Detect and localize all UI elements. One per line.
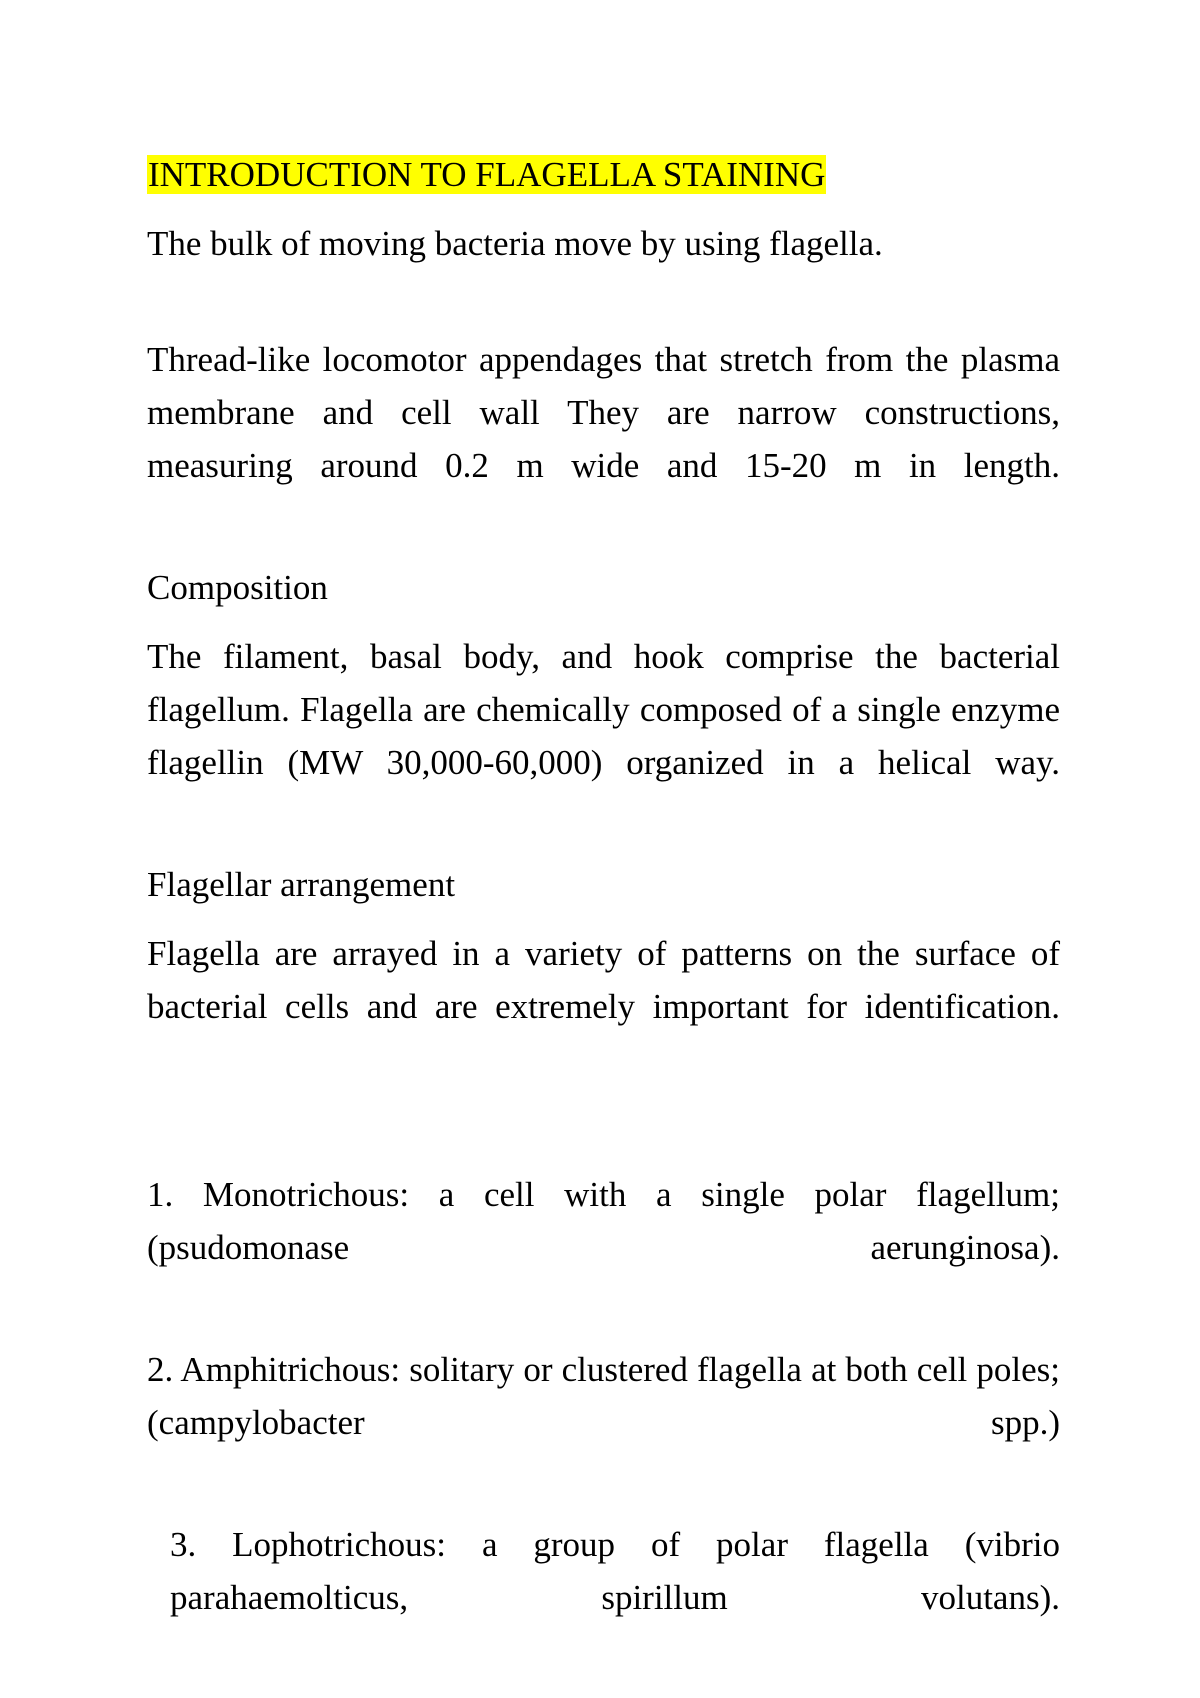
composition-heading: Composition xyxy=(147,568,328,607)
title-line xyxy=(147,148,1060,201)
list-item-monotrichous: 1. Monotrichous: a cell with a single polar flagellum; (psudomonase aerunginosa). xyxy=(147,1175,1060,1267)
document-page xyxy=(147,148,1060,1640)
composition-paragraph: The filament, basal body, and hook comprise the bacterial flagellum. Flagella are chemically composed of a single enzyme flagellin (MW 30,000-60,000) organized in a helical way. xyxy=(147,637,1060,782)
list-item-lophotrichous: 3. Lophotrichous: a group of polar flagella (vibrio parahaemolticus, spirillum volutans). xyxy=(170,1525,1060,1617)
arrangement-heading: Flagellar arrangement xyxy=(147,865,456,904)
arrangement-paragraph: Flagella are arrayed in a variety of patterns on the surface of bacterial cells and are extremely important for identification. xyxy=(147,934,1060,1026)
list-item-amphitrichous: 2. Amphitrichous: solitary or clustered flagella at both cell poles; (campylobacter spp.) xyxy=(147,1350,1060,1442)
blank-line xyxy=(147,286,1060,333)
blank-line xyxy=(147,1102,1060,1168)
page-title: INTRODUCTION TO FLAGELLA STAINING xyxy=(148,155,826,194)
definition-paragraph: Thread-like locomotor appendages that stretch from the plasma membrane and cell wall They are narrow constructions, measuring around 0.2 m wide and 15-20 m in length. xyxy=(147,340,1060,485)
intro-paragraph: The bulk of moving bacteria move by using flagella. xyxy=(147,224,883,263)
